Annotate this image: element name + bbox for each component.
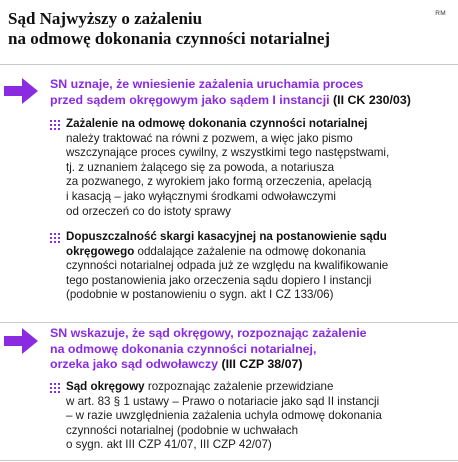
- case-reference: (III CZP 38/07): [218, 357, 303, 371]
- item-line: (podobnie w postanowieniu o sygn. akt I CZ 133/06): [66, 288, 334, 302]
- section-heading-line: na odmowę dokonania czynności notarialnej,: [50, 341, 317, 356]
- section-heading-line: [50, 357, 450, 373]
- title-line: na odmowę dokonania czynności notarialnej: [8, 29, 331, 48]
- item-line: czynności notarialnej odpada już ze względu na kwalifikowanie: [66, 259, 389, 273]
- divider: [0, 460, 458, 461]
- item-line: oddalające zażalenie na odmowę dokonania: [134, 244, 366, 258]
- item-line: tj. z uznaniem żalącego się za powoda, a notariusza: [66, 160, 335, 174]
- item-text: [66, 230, 450, 303]
- item-line: od orzeczeń co do istoty sprawy: [66, 204, 231, 218]
- section-heading-line: [50, 93, 450, 109]
- divider: [0, 322, 458, 323]
- item-line: rozpoznając zażalenie przewidziane: [144, 380, 334, 393]
- item-lead: Sąd okręgowy: [66, 380, 145, 393]
- section-heading-line: SN uznaje, że wniesienie zażalenia uruchamia proces: [50, 77, 364, 91]
- credit-mark: RM: [435, 10, 446, 17]
- item-text: [66, 380, 450, 453]
- section-heading-text: orzeka jako sąd odwoławczy: [50, 357, 219, 371]
- item-lead: Zażalenie na odmowę dokonania czynności notarialnej: [66, 117, 368, 130]
- arrow-right-icon: [4, 328, 38, 354]
- item-line: tego postanowienia jako orzeczenia sądu dopiero I instancji: [66, 273, 372, 287]
- infobox-title: [8, 9, 428, 49]
- section-2-heading: [50, 326, 450, 373]
- item-lead: okręgowego: [66, 244, 135, 258]
- arrow-right-icon: [4, 78, 38, 104]
- dot-grid-bullet-icon: [50, 383, 60, 393]
- item-line: czynności notarialnej (podobnie w uchwałach: [66, 423, 299, 437]
- section-heading-line: SN wskazuje, że sąd okręgowy, rozpoznając zażalenie: [50, 326, 367, 340]
- item-line: w art. 83 § 1 ustawy – Prawo o notariacie jako sąd II instancji: [66, 394, 380, 408]
- divider: [0, 64, 458, 65]
- item-text: [66, 117, 450, 219]
- item-line: za pozwanego, z wyrokiem jako formą orzeczenia, apelacją: [66, 175, 372, 189]
- section-heading-text: przed sądem okręgowym jako sądem I instancji: [50, 92, 330, 107]
- item-line: – w razie uwzględnienia zażalenia uchyla odmowę dokonania: [66, 409, 382, 423]
- item-line: wszczynające proces cywilny, z wszystkimi tego następstwami,: [66, 146, 390, 160]
- case-reference: (II CK 230/03): [329, 92, 411, 107]
- item-line: należy traktować na równi z pozwem, a więc jako pismo: [66, 131, 353, 145]
- dot-grid-bullet-icon: [50, 120, 60, 130]
- item-line: o sygn. akt III CZP 41/07, III CZP 42/07): [66, 438, 272, 452]
- item-line: i kasacją – jako wyłącznymi środkami odwoławczymi: [66, 189, 336, 203]
- dot-grid-bullet-icon: [50, 233, 60, 243]
- item-lead: Dopuszczalność skargi kasacyjnej na postanowienie sądu: [66, 230, 387, 243]
- title-line: Sąd Najwyższy o zażaleniu: [8, 9, 203, 28]
- section-1-heading: [50, 77, 450, 108]
